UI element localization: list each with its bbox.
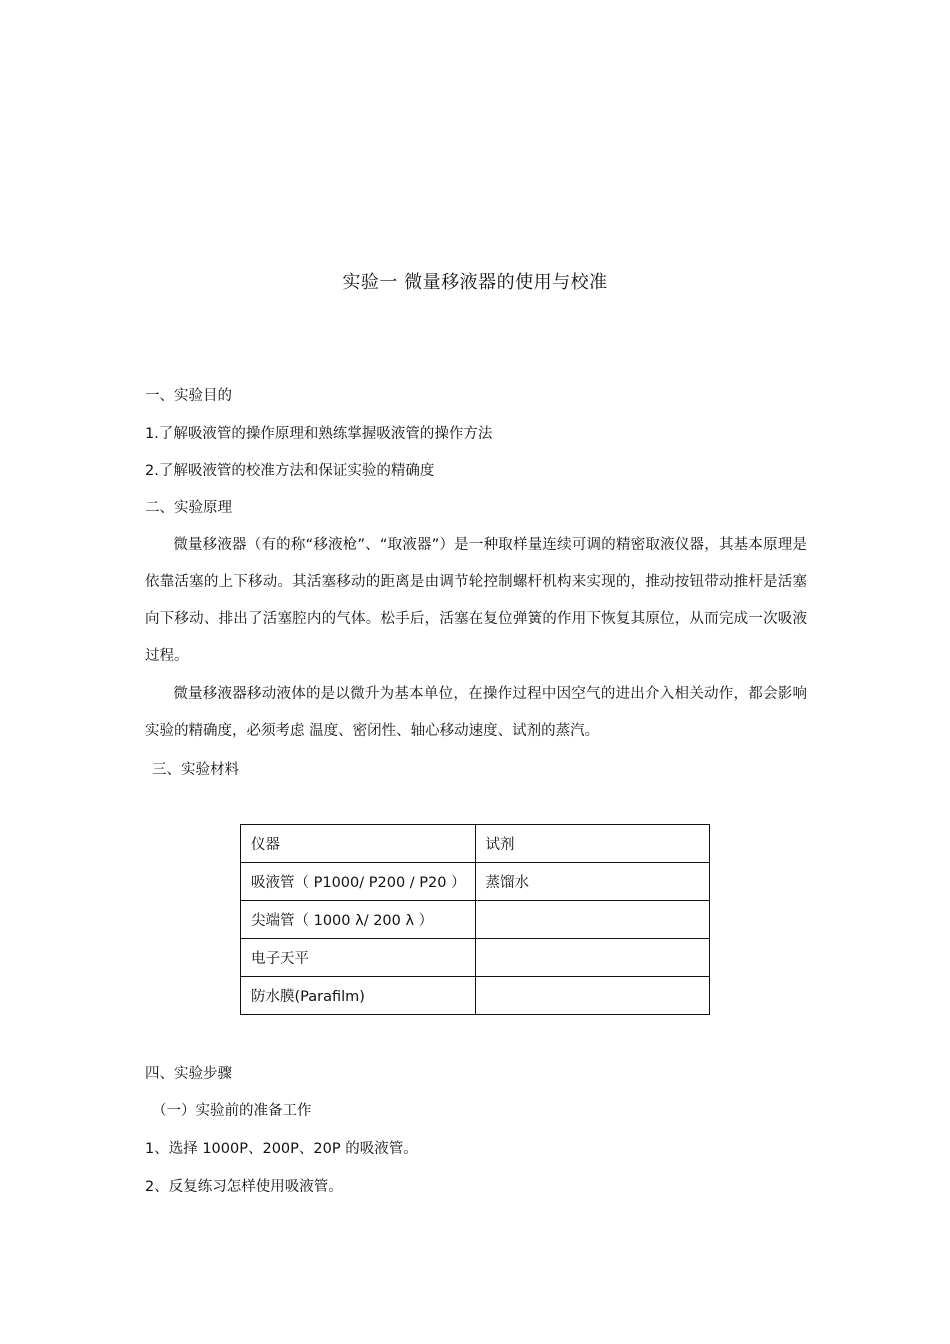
table-cell (475, 901, 710, 939)
procedure-item-2: 2、反复练习怎样使用吸液管。 (145, 1179, 343, 1195)
table-row (241, 863, 710, 901)
table-row (241, 977, 710, 1015)
materials-table (240, 824, 710, 1015)
table-cell: 尖端管（ 1000 λ/ 200 λ ） (241, 901, 476, 939)
table-cell: 电子天平 (241, 939, 476, 977)
table-row (241, 901, 710, 939)
procedure-item-1: 1、选择 1000P、200P、20P 的吸液管。 (145, 1141, 418, 1157)
principle-paragraph-2 (145, 676, 807, 750)
document-title: 实验一 微量移液器的使用与校准 (342, 272, 608, 293)
table-cell (475, 939, 710, 977)
table-header-instruments: 仪器 (241, 825, 476, 863)
section-heading-principle: 二、实验原理 (145, 500, 232, 516)
table-header-reagents: 试剂 (475, 825, 710, 863)
objective-item-2: 2.了解吸液管的校准方法和保证实验的精确度 (145, 463, 435, 479)
principle-paragraph-1-text: 微量移液器（有的称“移液枪”、“取液器”）是一种取样量连续可调的精密取液仪器，其基本原理是依靠活塞的上下移动。其活塞移动的距离是由调节轮控制螺杆机构来实现的，推动按钮带动推杆是活塞向下移动、排出了活塞腔内的气体。松手后，活塞在复位弹簧的作用下恢复其原位，从而完成一次吸液过程。 (145, 537, 807, 664)
objective-item-1: 1.了解吸液管的操作原理和熟练掌握吸液管的操作方法 (145, 426, 493, 442)
principle-paragraph-1 (145, 527, 807, 675)
principle-paragraph-2-text: 微量移液器移动液体的是以微升为基本单位，在操作过程中因空气的进出介入相关动作，都会影响实验的精确度，必须考虑 温度、密闭性、轴心移动速度、试剂的蒸汽。 (145, 686, 807, 739)
table-row (241, 939, 710, 977)
table-cell (475, 977, 710, 1015)
section-heading-objectives: 一、实验目的 (145, 388, 232, 404)
table-cell: 蒸馏水 (475, 863, 710, 901)
table-cell: 吸液管（ P1000/ P200 / P20 ） (241, 863, 476, 901)
procedure-subheading: （一）实验前的准备工作 (152, 1103, 312, 1119)
table-header-row (241, 825, 710, 863)
table-cell: 防水膜(Parafilm) (241, 977, 476, 1015)
section-heading-materials: 三、实验材料 (152, 762, 239, 778)
section-heading-procedure: 四、实验步骤 (145, 1066, 232, 1082)
